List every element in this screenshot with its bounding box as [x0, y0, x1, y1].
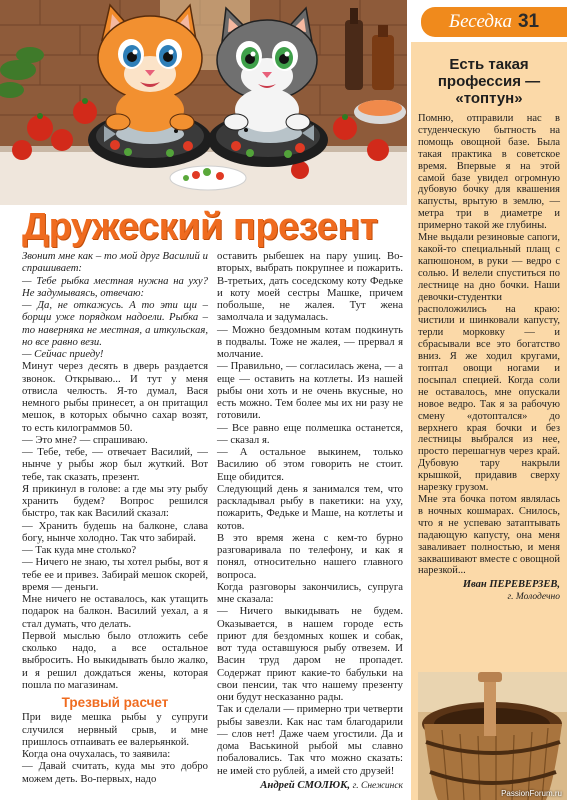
author-city: г. Молодечно: [507, 592, 560, 603]
section-tab: [421, 7, 567, 37]
barrel-photo-svg: [418, 672, 567, 800]
paragraph: Минут через десять в дверь раздается звонок. Открываю... И тут у меня отвисла челюсть. Я-то думал, Вася немного рыбы принесет, а он притащил мешок, в которых обычно сахар возят, то есть килограммов 50.: [22, 360, 208, 434]
sidebar-title-line: Есть такая: [449, 56, 529, 73]
paragraph: Первой мыслью было отложить себе сколько надо, а все остальное выбросить. Но выкидывать было жалко, и я решил дождаться жены, которая пошла по магазинам.: [22, 629, 208, 691]
paragraph: оставить рыбешек на пару ушиц. Во-вторых, выбрать покрупнее и пожарить. В-третьих, дать соседскому коту Федьке и коту моей сестры Машке, причем побольше, не жалея. Тут жена замолчала и задумалась.: [217, 250, 403, 324]
article-column-1: [22, 250, 208, 785]
paragraph: — Ничего не знаю, ты хотел рыбы, вот я тебе ее и привез. Забирай мешок скорей, время — деньги.: [22, 556, 208, 593]
paragraph: Когда она очухалась, то заявила:: [22, 748, 171, 760]
cats-illustration: [0, 0, 407, 205]
paragraph: Когда разговоры закончились, супруга мне сказала:: [217, 580, 403, 605]
article-author: [217, 779, 403, 792]
paragraph: — Тебе, тебе, — отвечает Василий, — нынче у рыбы жор был жуткий. Вот тебе, так сказать, презент.: [22, 446, 208, 483]
paragraph: — Тебе рыбка местная нужна на уху? Не задумываясь, отвечаю:: [22, 274, 208, 299]
paragraph: — Можно бездомным котам подкинуть в подвалы. Тоже не жалея, — прервал я молчание.: [217, 323, 403, 360]
paragraph: Мне выдали резиновые сапоги, какой-то специальный плащ с капюшоном, в руки — ведро с солью. И велели спуститься по лестнице на дно бочки. Наши девочки-студентки расположились на краю: чистили и шинковали капусту, терли морковку — и сбрасывали все это богатство вниз. Я же ходил кругами, топтал овощи ногами и посыпал специей. Когда соли не оставалось, мне опускали новое ведро. Так я за рабочую смену «дотоптался» до верхнего края бочки и без лестницы выбрался из нее, просто перешагнув через край. Дубовую тару накрыли крышкой, придавив сверху нарезку грузом.: [418, 232, 560, 494]
author-name: Андрей СМОЛЮК,: [260, 778, 350, 791]
paragraph: Мне эта бочка потом являлась в ночных кошмарах. Снилось, что я не успеваю затаптывать падающую капусту, она меня заваливает полностью, и меня заквашивают вместе с овощной нарезкой...: [418, 494, 560, 577]
article-subheading: Трезвый расчет: [61, 695, 169, 710]
paragraph: Я прикинул в голове: а где мы эту рыбу хранить будем? Вопрос решился быстро, так как Василий сказал:: [22, 482, 208, 520]
sidebar-text: [418, 113, 560, 604]
paragraph: Помню, отправили нас в студенческую бытность на помощь овощной базе. Была такая практика в советское время. Впервые я на этой самой базе увидел огромную дубовую бочку для квашения капусты, врытую в землю, — метра три в диаметре и примерно такой же глубины.: [418, 113, 560, 232]
article-column-2: [217, 250, 403, 792]
paragraph: При виде мешка рыбы у супруги случился нервный срыв, и мне пришлось отпаивать ее валерьянкой.: [22, 711, 208, 748]
paragraph: — Ничего выкидывать не будем. Оказывается, в нашем городе есть приют для бездомных кошек и собак, вот туда оставшуюся рыбу отвезем. И Васин труд даром не пропадет. Содержат приют какие-то бабульки на свои пенсии, так что нашему презенту они будут несказанно рады.: [217, 605, 403, 703]
page-number: 31: [517, 11, 540, 32]
sidebar-title-line: профессия —: [437, 73, 541, 90]
barrel-photo: [418, 672, 567, 800]
section-name: Беседка: [448, 11, 512, 32]
article-title: Дружеский презент: [22, 206, 378, 248]
paragraph: — Это мне? — спрашиваю.: [22, 433, 148, 446]
paragraph: — Так куда мне столько?: [22, 544, 137, 556]
sidebar-author: [418, 579, 560, 604]
author-city: г. Снежинск: [352, 780, 403, 791]
paragraph: — Хранить будешь на балконе, слава богу, нынче холодно. Так что забирай.: [22, 519, 208, 544]
watermark: PassionForum.ru: [501, 789, 562, 798]
cats-illustration-svg: [0, 0, 407, 205]
paragraph: — Да, не откажусь. А то эти щи – борщи уже порядком надоели. Рыбка – то наверняка не местная, а иткульская, но все равно вези.: [22, 299, 208, 348]
author-name: Иван ПЕРЕВЕРЗЕВ,: [462, 579, 560, 591]
paragraph: — Сейчас приеду!: [22, 348, 104, 360]
sidebar-title: [418, 56, 560, 107]
paragraph: — Правильно, — согласилась жена, — а еще — оставить на котлеты. Из нашей рыбы они хоть и не очень вкусные, но есть можно. Тем более мы их ни разу не готовили.: [217, 360, 403, 422]
sidebar-title-line: «топтун»: [455, 90, 523, 107]
paragraph: Следующий день я занимался тем, что раскладывал рыбу в пакетики: на уху, пожарить, Федьке и Маше, на котлеты и котов.: [217, 482, 403, 532]
paragraph: — А остальное выкинем, только Василию об этом говорить не стоит. Еще обидится.: [217, 446, 403, 483]
paragraph: — Давай считать, куда мы это добро можем деть. Во-первых, надо: [22, 760, 208, 785]
paragraph: В это время жена с кем-то бурно разговаривала по телефону, и как я понял, относительно нашего главного вопроса.: [217, 531, 403, 581]
paragraph: Мне ничего не оставалось, как утащить подарок на балкон. Василий уехал, а я стал думать, что делать.: [22, 593, 208, 630]
paragraph: Звонит мне как – то мой друг Василий и спрашивает:: [22, 250, 208, 275]
paragraph: — Все равно еще полмешка останется, — сказал я.: [217, 421, 403, 446]
paragraph: Так и сделали — примерно три четверти рыбы завезли. Как нас там благодарили — слов нет! Даже чаем угостили. Да и дома Васькиной рыбой мы славно побаловались. Так что можно сказать: не имей сто рублей, а имей сто друзей!: [217, 703, 403, 777]
